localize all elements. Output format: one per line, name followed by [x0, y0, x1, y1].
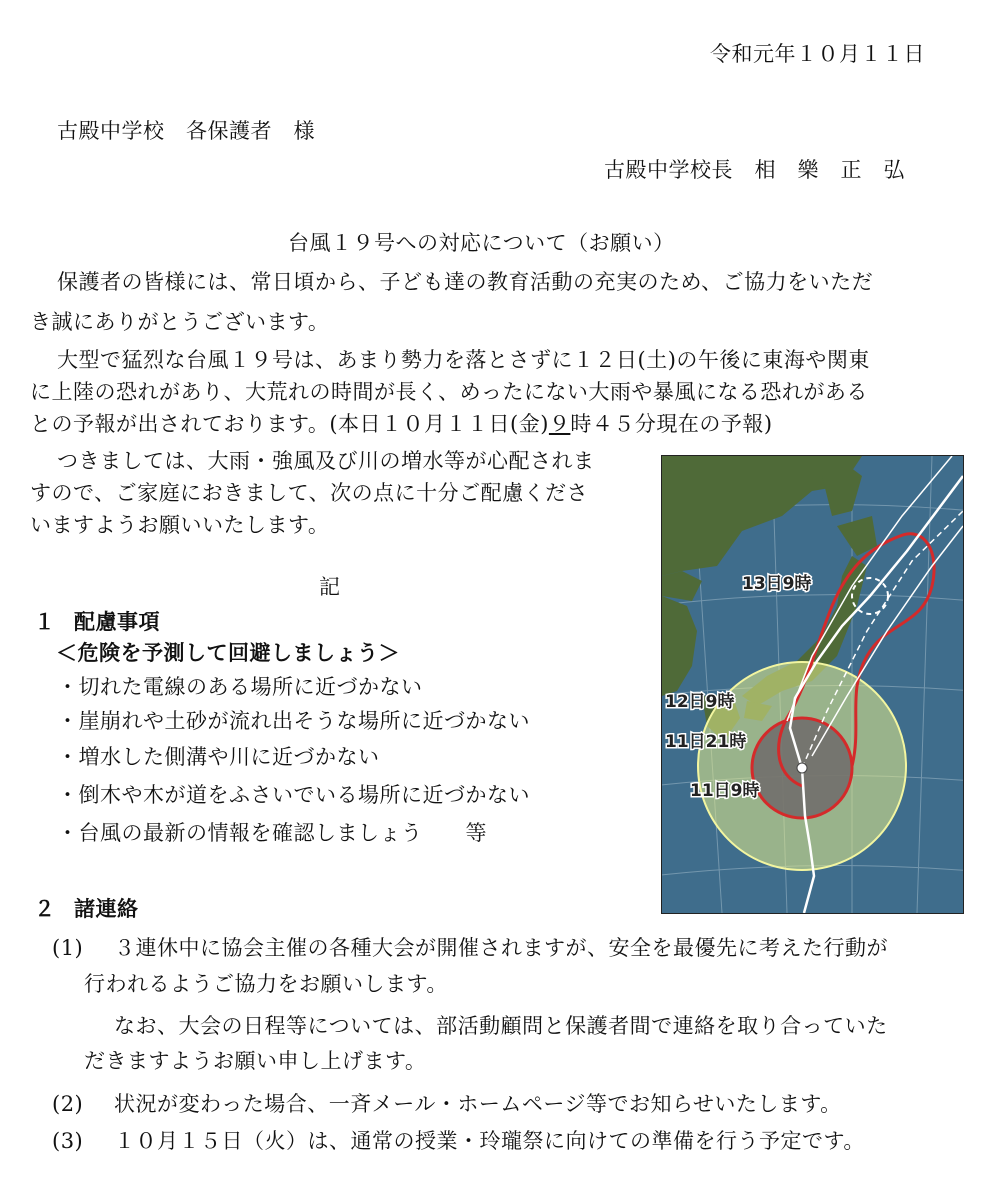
item1-line2: 行われるようご協力をお願いします。: [84, 972, 448, 996]
list-item: ・台風の最新の情報を確認しましょう 等: [57, 821, 487, 845]
label-13th-9am: 13日9時: [742, 574, 812, 594]
intro-p3-line2: すので、ご家庭におきまして、次の点に十分ご配慮くださ: [30, 481, 589, 505]
label-11th-9am: 11日9時: [690, 781, 760, 801]
label-11th-21h: 11日21時: [665, 732, 747, 752]
section1-subheading: ＜危険を予測して回避しましょう＞: [56, 641, 400, 665]
intro-p2-line2: に上陸の恐れがあり、大荒れの時間が長く、めったにない大雨や暴風になる恐れがある: [30, 380, 868, 404]
addressee: 古殿中学校 各保護者 様: [57, 119, 315, 143]
item2-marker: (2): [52, 1092, 84, 1116]
intro-p2-line1: 大型で猛烈な台風１９号は、あまり勢力を落とさずに１２日(土)の午後に東海や関東: [57, 348, 870, 372]
list-item: ・倒木や木が道をふさいでいる場所に近づかない: [57, 783, 530, 807]
section1-heading: 配慮事項: [74, 610, 160, 634]
item1-line4: だきますようお願い申し上げます。: [84, 1049, 427, 1073]
list-item: ・崖崩れや土砂が流れ出そうな場所に近づかない: [57, 709, 530, 733]
item1-marker: (1): [52, 936, 84, 960]
section2-number: ２: [34, 897, 56, 921]
label-12th-9am: 12日9時: [665, 692, 735, 712]
document-title: 台風１９号への対応について（お願い）: [288, 231, 675, 255]
item3-marker: (3): [52, 1129, 84, 1153]
intro-p3-line3: いますようお願いいたします。: [30, 513, 330, 537]
intro-p1-line1: 保護者の皆様には、常日頃から、子ども達の教育活動の充実のため、ご協力をいただ: [57, 270, 874, 294]
ki-mark: 記: [319, 575, 341, 599]
document-date: 令和元年１０月１１日: [710, 42, 925, 66]
typhoon-forecast-map: [661, 455, 964, 914]
intro-p2-line3: との予報が出されております。(本日１０月１１日(金)９時４５分現在の予報): [30, 412, 773, 436]
intro-p1-line2: き誠にありがとうございます。: [30, 310, 330, 334]
list-item: ・切れた電線のある場所に近づかない: [57, 675, 423, 699]
item1-line1: ３連休中に協会主催の各種大会が開催されますが、安全を最優先に考えた行動が: [114, 936, 888, 960]
intro-p3-line1: つきましては、大雨・強風及び川の増水等が心配されま: [57, 449, 595, 473]
sender: 古殿中学校長 相 樂 正 弘: [604, 158, 905, 182]
item1-line3: なお、大会の日程等については、部活動顧問と保護者間で連絡を取り合っていた: [114, 1014, 888, 1038]
typhoon-center-marker: [797, 763, 807, 773]
item3-text: １０月１５日（火）は、通常の授業・玲瓏祭に向けての準備を行う予定です。: [114, 1129, 865, 1153]
item2-text: 状況が変わった場合、一斉メール・ホームページ等でお知らせいたします。: [114, 1092, 842, 1116]
section2-heading: 諸連絡: [74, 897, 139, 921]
section1-number: １: [34, 610, 56, 634]
list-item: ・増水した側溝や川に近づかない: [57, 745, 380, 769]
